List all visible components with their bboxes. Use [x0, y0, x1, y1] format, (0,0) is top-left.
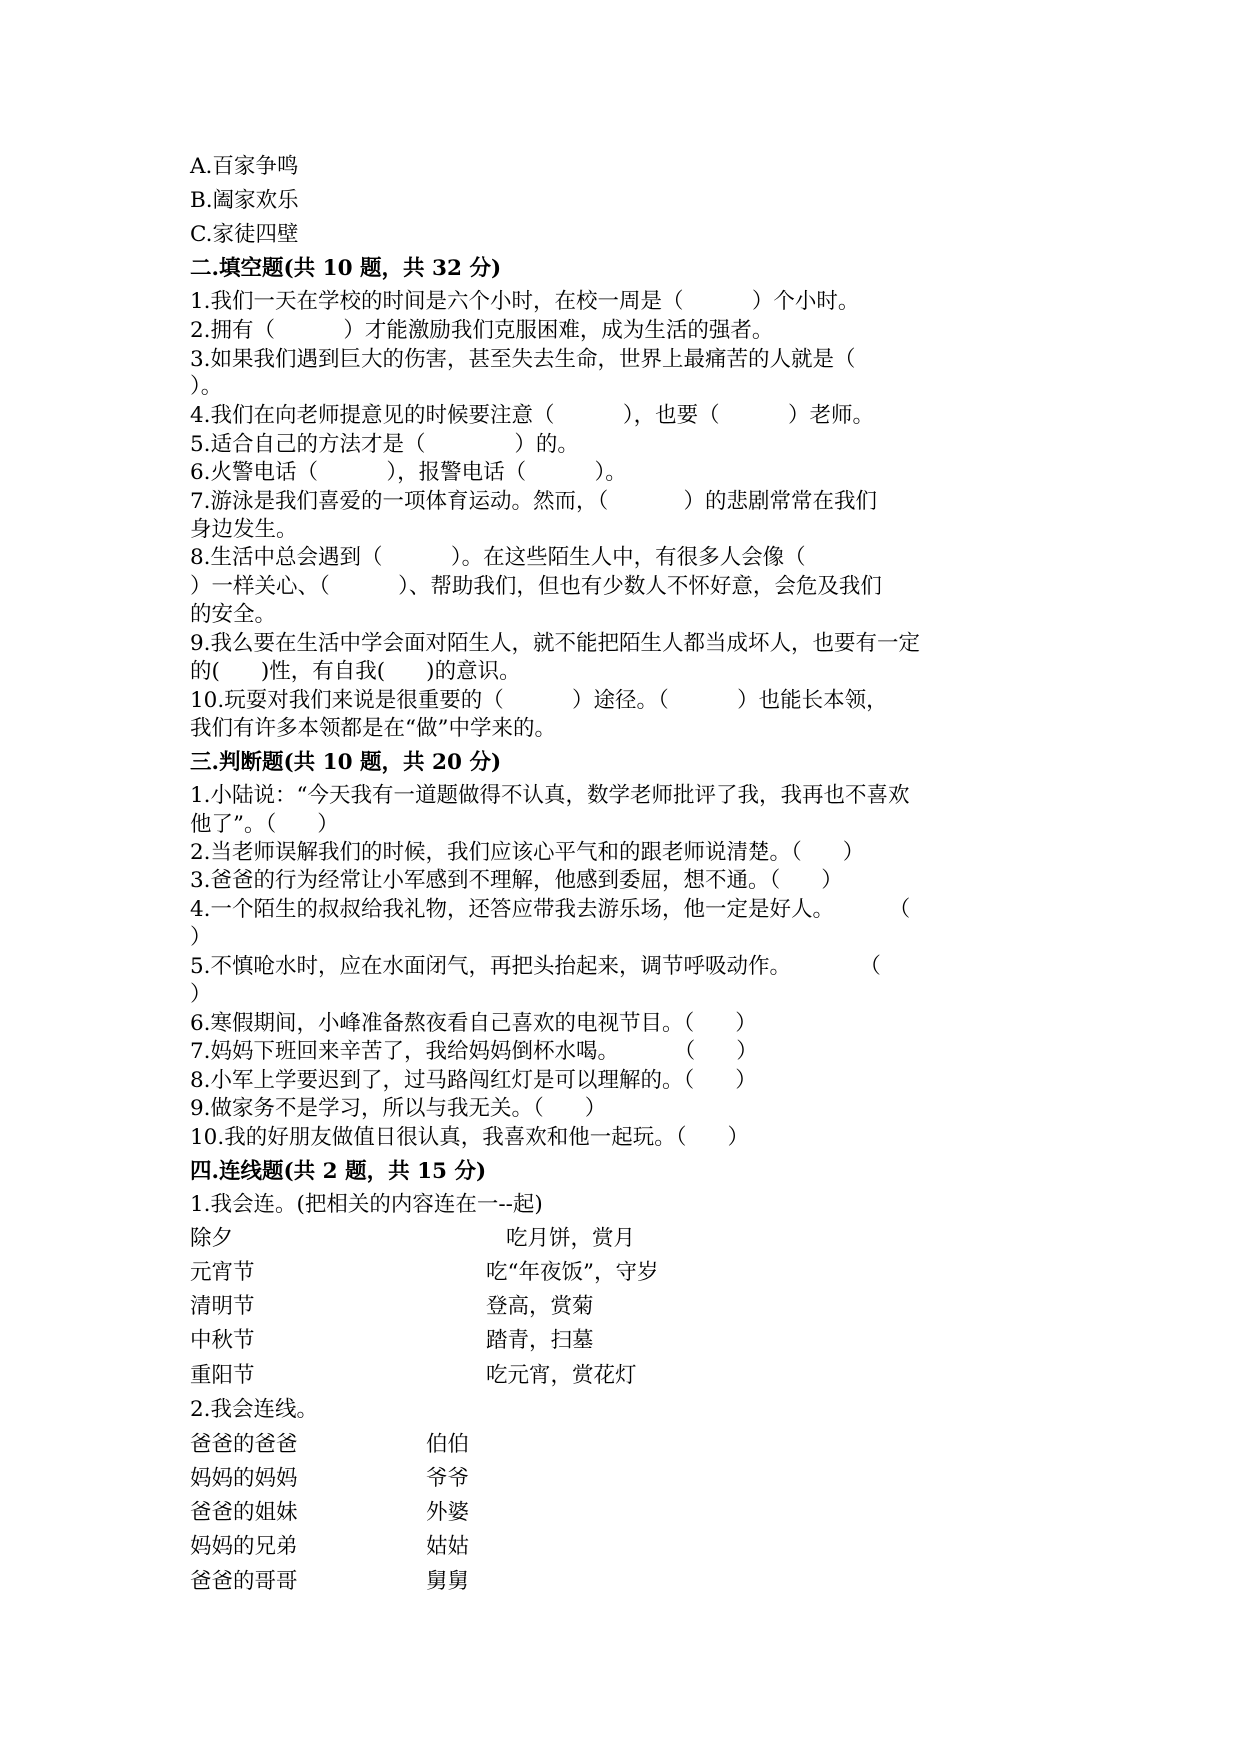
match-q2-right: 伯伯: [426, 1432, 470, 1457]
fill-line: 3.如果我们遇到巨大的伤害，甚至失去生命，世界上最痛苦的人就是（: [190, 347, 856, 372]
match-q1-right: 踏青，扫墓: [486, 1328, 594, 1353]
fill-line: 7.游泳是我们喜爱的一项体育运动。然而，（ ）的悲剧常常在我们: [190, 489, 877, 514]
fill-line: 我们有许多本领都是在“做”中学来的。: [190, 716, 556, 741]
judge-line: 3.爸爸的行为经常让小军感到不理解，他感到委屈，想不通。（ ）: [190, 868, 843, 893]
match-q1-left: 清明节: [190, 1294, 255, 1319]
judge-line: 1.小陆说：“今天我有一道题做得不认真，数学老师批评了我，我再也不喜欢: [190, 783, 910, 808]
match-q2-right: 姑姑: [426, 1534, 470, 1559]
match-q2-left: 妈妈的妈妈: [190, 1466, 298, 1491]
match-q2-title: 2.我会连线。: [190, 1397, 319, 1422]
option-b: B.阖家欢乐: [190, 188, 299, 213]
match-q1-title: 1.我会连。(把相关的内容连在一--起): [190, 1192, 543, 1217]
section4-heading: 四.连线题(共 2 题，共 15 分): [190, 1159, 487, 1184]
match-q1-left: 重阳节: [190, 1363, 255, 1388]
fill-line: 10.玩耍对我们来说是很重要的（ ）途径。（ ）也能长本领，: [190, 688, 888, 713]
judge-line: 9.做家务不是学习，所以与我无关。（ ）: [190, 1096, 607, 1121]
fill-line: 1.我们一天在学校的时间是六个小时，在校一周是（ ）个小时。: [190, 289, 860, 314]
match-q2-right: 舅舅: [426, 1569, 470, 1594]
match-q1-left: 除夕: [190, 1226, 234, 1251]
option-c: C.家徒四壁: [190, 222, 299, 247]
fill-line: 8.生活中总会遇到（ ）。在这些陌生人中，有很多人会像（: [190, 545, 806, 570]
section2-heading: 二.填空题(共 10 题，共 32 分): [190, 256, 502, 281]
judge-line: 10.我的好朋友做值日很认真，我喜欢和他一起玩。（ ）: [190, 1125, 749, 1150]
judge-line: 8.小军上学要迟到了，过马路闯红灯是可以理解的。（ ）: [190, 1068, 757, 1093]
option-a: A.百家争鸣: [190, 154, 299, 179]
match-q2-left: 爸爸的哥哥: [190, 1569, 298, 1594]
match-q2-right: 外婆: [426, 1500, 470, 1525]
fill-line: ）。: [190, 374, 223, 399]
match-q1-left: 中秋节: [190, 1328, 255, 1353]
fill-line: 的( )性，有自我( )的意识。: [190, 659, 521, 684]
fill-line: ）一样关心、（ ）、帮助我们，但也有少数人不怀好意，会危及我们: [190, 574, 882, 599]
match-q2-right: 爷爷: [426, 1466, 470, 1491]
match-q1-right: 吃月饼，赏月: [506, 1226, 636, 1251]
judge-line: 7.妈妈下班回来辛苦了，我给妈妈倒杯水喝。 （ ）: [190, 1039, 758, 1064]
judge-line: 2.当老师误解我们的时候，我们应该心平气和的跟老师说清楚。（ ）: [190, 840, 865, 865]
match-q1-right: 吃元宵，赏花灯: [486, 1363, 637, 1388]
match-q2-left: 爸爸的姐妹: [190, 1500, 298, 1525]
match-q1-right: 吃“年夜饭”，守岁: [486, 1260, 659, 1285]
fill-line: 身边发生。: [190, 517, 298, 542]
fill-line: 2.拥有（ ）才能激励我们克服困难，成为生活的强者。: [190, 318, 774, 343]
judge-line: ）: [190, 982, 212, 1007]
match-q1-right: 登高，赏菊: [486, 1294, 594, 1319]
match-q2-left: 妈妈的兄弟: [190, 1534, 298, 1559]
judge-line: 他了”。（ ）: [190, 812, 339, 837]
judge-line: 5.不慎呛水时，应在水面闭气，再把头抬起来，调节呼吸动作。 （: [190, 954, 881, 979]
judge-line: 6.寒假期间，小峰准备熬夜看自己喜欢的电视节目。（ ）: [190, 1011, 757, 1036]
section3-heading: 三.判断题(共 10 题，共 20 分): [190, 750, 502, 775]
match-q1-left: 元宵节: [190, 1260, 255, 1285]
fill-line: 9.我么要在生活中学会面对陌生人，就不能把陌生人都当成坏人，也要有一定: [190, 631, 921, 656]
fill-line: 4.我们在向老师提意见的时候要注意（ ），也要（ ）老师。: [190, 403, 874, 428]
fill-line: 的安全。: [190, 602, 277, 627]
judge-line: ）: [190, 925, 212, 950]
match-q2-left: 爸爸的爸爸: [190, 1432, 298, 1457]
fill-line: 6.火警电话（ ），报警电话（ ）。: [190, 460, 627, 485]
fill-line: 5.适合自己的方法才是（ ）的。: [190, 432, 579, 457]
judge-line: 4.一个陌生的叔叔给我礼物，还答应带我去游乐场，他一定是好人。 （: [190, 897, 911, 922]
